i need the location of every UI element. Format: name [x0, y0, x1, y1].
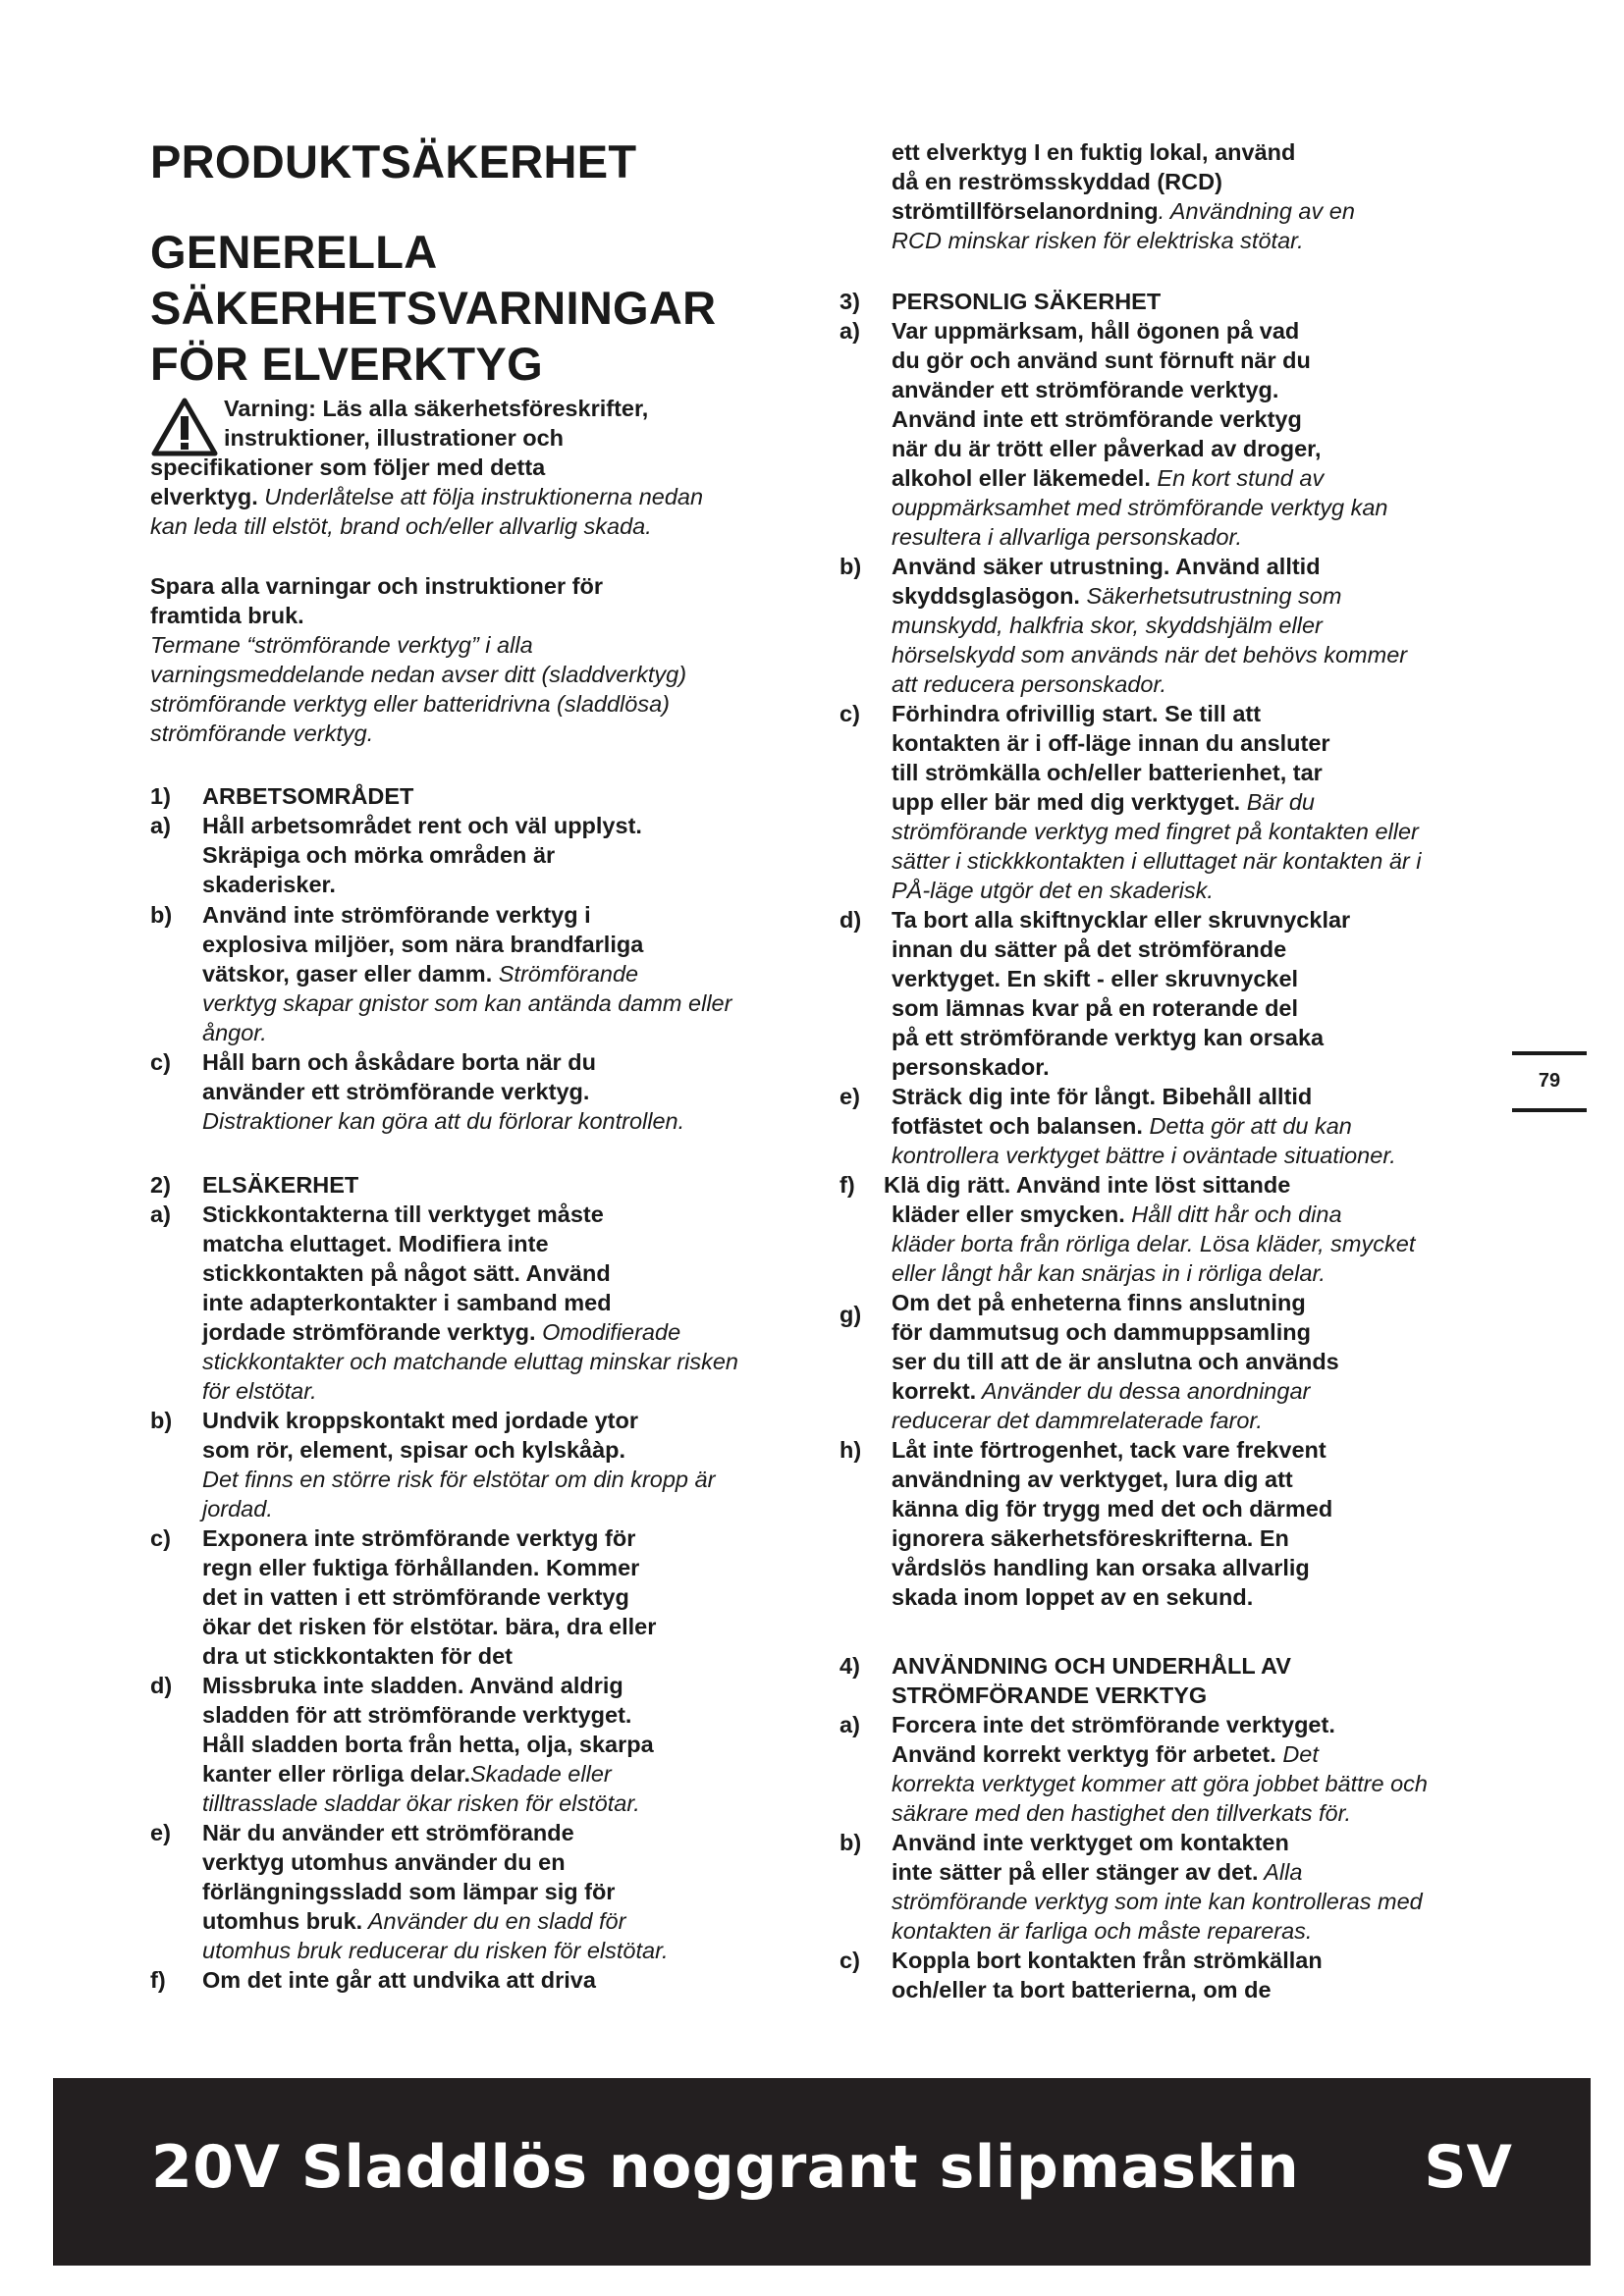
- item-text: Använd säker utrustning. Använd alltid: [892, 554, 1321, 579]
- item-label: d): [839, 907, 862, 933]
- continued-item: [892, 137, 1500, 255]
- item-text: när du är trött eller påverkad av droger,: [892, 436, 1322, 461]
- section-number: 3): [839, 289, 860, 314]
- section-title: PERSONLIG SÄKERHET: [892, 289, 1162, 314]
- item-text: innan du sätter på det strömförande: [892, 936, 1287, 962]
- item-text: Koppla bort kontakten från strömkällan: [892, 1948, 1323, 1973]
- item-text: Använd inte verktyget om kontakten: [892, 1830, 1289, 1855]
- item-note: kontakten är farliga och måste repareras.: [892, 1918, 1313, 1944]
- list-item: [839, 905, 1497, 1082]
- item-label: d): [150, 1673, 173, 1698]
- item-text: ett elverktyg I en fuktig lokal, använd: [892, 139, 1296, 165]
- item-note: PÅ-läge utgör det en skaderisk.: [892, 878, 1214, 903]
- list-item: [150, 1047, 818, 1136]
- item-note: munskydd, halkfria skor, skyddshjälm eller: [892, 613, 1323, 638]
- item-text: Använd inte ett strömförande verktyg: [892, 406, 1302, 432]
- item-text: explosiva miljöer, som nära brandfarliga: [202, 932, 644, 957]
- item-text: Om det inte går att undvika att driva: [202, 1967, 596, 1993]
- item-text: jordade strömförande verktyg.: [202, 1319, 536, 1345]
- item-text: upp eller bär med dig verktyget.: [892, 789, 1241, 815]
- item-note: Säkerhetsutrustning som: [1079, 583, 1342, 609]
- item-text: vårdslös handling kan orsaka allvarlig: [892, 1555, 1310, 1580]
- section-title: ANVÄNDNING OCH UNDERHÅLL AV: [892, 1653, 1291, 1679]
- item-note: Alla: [1258, 1859, 1303, 1885]
- item-text: ser du till att de är anslutna och används: [892, 1349, 1339, 1374]
- item-label: g): [839, 1302, 862, 1327]
- item-text: du gör och använd sunt förnuft när du: [892, 347, 1311, 373]
- item-text: skada inom loppet av en sekund.: [892, 1584, 1254, 1610]
- item-label: c): [150, 1525, 171, 1551]
- item-note: sätter i stickkkontakten i elluttaget när kontakten är i: [892, 848, 1422, 874]
- item-text: Låt inte förtrogenhet, tack vare frekvent: [892, 1437, 1326, 1463]
- item-note: Distraktioner kan göra att du förlorar kontrollen.: [202, 1108, 685, 1134]
- item-text: fotfästet och balansen.: [892, 1113, 1143, 1139]
- item-text: som lämnas kvar på en roterande del: [892, 995, 1299, 1021]
- page-number-rule: [1512, 1051, 1587, 1055]
- title-line: SÄKERHETSVARNINGAR: [150, 282, 717, 334]
- save-instructions: [150, 571, 818, 748]
- item-text: Förhindra ofrivillig start. Se till att: [892, 701, 1262, 726]
- item-note: stickkontakter och matchande eluttag minskar risken: [202, 1349, 738, 1374]
- item-label: a): [150, 813, 171, 838]
- item-note: Håll ditt hår och dina: [1124, 1201, 1342, 1227]
- item-note: korrekta verktyget kommer att göra jobbet bättre och: [892, 1771, 1428, 1796]
- item-note: hörselskydd som används när det behövs kommer: [892, 642, 1408, 667]
- item-label: c): [150, 1049, 171, 1075]
- item-note: ouppmärksamhet med strömförande verktyg kan: [892, 495, 1388, 520]
- item-text: verktyg utomhus använder du en: [202, 1849, 566, 1875]
- item-text: korrekt.: [892, 1378, 977, 1404]
- item-text: skaderisker.: [202, 872, 336, 897]
- footer-banner: [53, 2078, 1591, 2266]
- item-text: verktyget. En skift - eller skruvnyckel: [892, 966, 1299, 991]
- warning-line: specifikationer som följer med detta: [150, 454, 546, 480]
- list-item: [839, 1082, 1497, 1170]
- item-text: Forcera inte det strömförande verktyget.: [892, 1712, 1335, 1737]
- term-note: strömförande verktyg.: [150, 721, 374, 746]
- item-label: e): [839, 1084, 860, 1109]
- item-text: inte adapterkontakter i samband med: [202, 1290, 612, 1315]
- item-note: Bär du: [1240, 789, 1315, 815]
- item-label: b): [150, 1408, 173, 1433]
- item-label: b): [150, 902, 173, 928]
- item-text: användning av verktyget, lura dig att: [892, 1467, 1293, 1492]
- list-item: [839, 1710, 1497, 1828]
- term-note: Termane “strömförande verktyg” i alla: [150, 632, 533, 658]
- item-text: ökar det risken för elstötar. bära, dra eller: [202, 1614, 657, 1639]
- item-text: Håll barn och åskådare borta när du: [202, 1049, 596, 1075]
- item-text: Håll sladden borta från hetta, olja, skarpa: [202, 1732, 654, 1757]
- item-label: f): [839, 1172, 855, 1198]
- item-text: det in vatten i ett strömförande verktyg: [202, 1584, 629, 1610]
- item-text: Sträck dig inte för långt. Bibehåll alltid: [892, 1084, 1313, 1109]
- item-note: tilltrasslade sladdar ökar risken för elstötar.: [202, 1790, 640, 1816]
- warning-line: Varning: Läs alla säkerhetsföreskrifter,: [224, 396, 649, 421]
- item-note: strömförande verktyg som inte kan kontrolleras med: [892, 1889, 1423, 1914]
- list-item: [150, 1200, 818, 1406]
- list-item: [150, 811, 818, 899]
- item-note: verktyg skapar gnistor som kan antända damm eller: [202, 990, 732, 1016]
- warning-line: elverktyg.: [150, 484, 258, 509]
- item-text: Exponera inte strömförande verktyg för: [202, 1525, 636, 1551]
- section-3-heading: [839, 287, 1497, 316]
- item-text: Stickkontakterna till verktyget måste: [202, 1201, 604, 1227]
- item-text: kontakten är i off-läge innan du ansluter: [892, 730, 1330, 756]
- item-label: a): [150, 1201, 171, 1227]
- item-text: på ett strömförande verktyg kan orsaka: [892, 1025, 1325, 1050]
- item-note: jordad.: [202, 1496, 273, 1522]
- section-number: 1): [150, 783, 171, 809]
- item-note: . Användning av en: [1158, 198, 1355, 224]
- page-number: 79: [1538, 1070, 1561, 1092]
- item-text: strömtillförselanordning: [892, 198, 1159, 224]
- section-heading: PRODUKTSÄKERHET: [150, 135, 637, 187]
- item-text: sladden för att strömförande verktyget.: [202, 1702, 632, 1728]
- item-text: känna dig för trygg med det och därmed: [892, 1496, 1333, 1522]
- item-text: Undvik kroppskontakt med jordade ytor: [202, 1408, 638, 1433]
- item-note: Detta gör att du kan: [1142, 1113, 1352, 1139]
- list-item: [839, 1828, 1497, 1946]
- item-text: förlängningssladd som lämpar sig för: [202, 1879, 616, 1904]
- item-text: vätskor, gaser eller damm.: [202, 961, 493, 987]
- item-text: för dammutsug och dammuppsamling: [892, 1319, 1311, 1345]
- item-text: skyddsglasögon.: [892, 583, 1080, 609]
- item-text: regn eller fuktiga förhållanden. Kommer: [202, 1555, 640, 1580]
- section-title: STRÖMFÖRANDE VERKTYG: [892, 1682, 1208, 1708]
- list-item: [150, 900, 818, 1047]
- section-title: ELSÄKERHET: [202, 1172, 359, 1198]
- item-note: att reducera personskador.: [892, 671, 1166, 697]
- item-label: c): [839, 1948, 860, 1973]
- item-text: alkohol eller läkemedel.: [892, 465, 1151, 491]
- item-text: kläder eller smycken.: [892, 1201, 1125, 1227]
- warning-note: kan leda till elstöt, brand och/eller allvarlig skada.: [150, 513, 652, 539]
- save-line: framtida bruk.: [150, 603, 304, 628]
- warning-note: Underlåtelse att följa instruktionerna nedan: [257, 484, 704, 509]
- list-item: [839, 1170, 1497, 1288]
- item-text: ignorera säkerhetsföreskrifterna. En: [892, 1525, 1289, 1551]
- item-text: När du använder ett strömförande: [202, 1820, 574, 1845]
- item-note: eller långt hår kan snärjas in i rörliga delar.: [892, 1260, 1326, 1286]
- item-note: En kort stund av: [1150, 465, 1325, 491]
- list-item: [839, 699, 1497, 905]
- item-text: använder ett strömförande verktyg.: [202, 1079, 590, 1104]
- item-note: strömförande verktyg med fingret på kontakten eller: [892, 819, 1419, 844]
- item-label: b): [839, 1830, 862, 1855]
- item-note: Det finns en större risk för elstötar om din kropp är: [202, 1467, 716, 1492]
- page-number-rule: [1512, 1108, 1587, 1112]
- product-title: 20V Sladdlös noggrant slipmaskin: [151, 2133, 1300, 2202]
- language-code: SV: [1424, 2133, 1512, 2202]
- item-note: utomhus bruk reducerar du risken för elstötar.: [202, 1938, 669, 1963]
- section-number: 2): [150, 1172, 171, 1198]
- item-text: Skräpiga och mörka områden är: [202, 842, 556, 868]
- item-text: Håll arbetsområdet rent och väl upplyst.: [202, 813, 642, 838]
- item-note: Skadade eller: [470, 1761, 612, 1787]
- item-text: Missbruka inte sladden. Använd aldrig: [202, 1673, 623, 1698]
- title-line: GENERELLA: [150, 226, 438, 278]
- item-note: Använder du en sladd för: [362, 1908, 626, 1934]
- item-text: till strömkälla och/eller batterienhet, tar: [892, 760, 1323, 785]
- list-item: [150, 1406, 818, 1523]
- item-note: kontrollera verktyget bättre i oväntade situationer.: [892, 1143, 1396, 1168]
- list-item: [839, 1435, 1497, 1612]
- item-text: utomhus bruk.: [202, 1908, 363, 1934]
- item-note: kläder borta från rörliga delar. Lösa kläder, smycket: [892, 1231, 1416, 1256]
- item-note: ångor.: [202, 1020, 267, 1045]
- item-note: reducerar det dammrelaterade faror.: [892, 1408, 1263, 1433]
- list-item: [150, 1818, 818, 1965]
- item-text: som rör, element, spisar och kylskåàp.: [202, 1437, 626, 1463]
- item-note: säkrare med den hastighet den tillverkats för.: [892, 1800, 1352, 1826]
- section-1-heading: [150, 781, 818, 811]
- section-4-heading: [839, 1651, 1497, 1710]
- item-text: Använd inte strömförande verktyg i: [202, 902, 591, 928]
- list-item: [839, 552, 1497, 699]
- item-text: Klä dig rätt. Använd inte löst sittande: [884, 1172, 1291, 1198]
- item-text: dra ut stickkontakten för det: [202, 1643, 513, 1669]
- list-item: [839, 316, 1497, 552]
- item-label: f): [150, 1967, 166, 1993]
- item-text: stickkontakten på något sätt. Använd: [202, 1260, 611, 1286]
- item-note: Använder du dessa anordningar: [976, 1378, 1311, 1404]
- save-line: Spara alla varningar och instruktioner för: [150, 573, 603, 599]
- item-note: för elstötar.: [202, 1378, 317, 1404]
- list-item: [150, 1965, 818, 1995]
- item-text: kanter eller rörliga delar.: [202, 1761, 470, 1787]
- term-note: strömförande verktyg eller batteridrivna (sladdlösa): [150, 691, 670, 717]
- item-note: Det: [1275, 1741, 1319, 1767]
- item-label: a): [839, 318, 860, 344]
- item-text: Använd korrekt verktyg för arbetet.: [892, 1741, 1276, 1767]
- item-text: matcha eluttaget. Modifiera inte: [202, 1231, 549, 1256]
- list-item: [839, 1288, 1497, 1435]
- item-note: RCD minskar risken för elektriska stötar.: [892, 228, 1304, 253]
- item-text: personskador.: [892, 1054, 1050, 1080]
- list-item: [839, 1946, 1497, 2004]
- item-note: Omodifierade: [535, 1319, 681, 1345]
- warning-line: instruktioner, illustrationer och: [224, 425, 565, 451]
- item-note: Strömförande: [492, 961, 639, 987]
- title-line: FÖR ELVERKTYG: [150, 338, 543, 390]
- item-label: a): [839, 1712, 860, 1737]
- section-number: 4): [839, 1653, 860, 1679]
- section-2-heading: [150, 1170, 818, 1200]
- page-title: [150, 224, 716, 392]
- item-label: e): [150, 1820, 171, 1845]
- item-label: b): [839, 554, 862, 579]
- section-title: ARBETSOMRÅDET: [202, 783, 414, 809]
- item-note: resultera i allvarliga personskador.: [892, 524, 1243, 550]
- list-item: [150, 1671, 818, 1818]
- list-item: [150, 1523, 818, 1671]
- item-text: inte sätter på eller stänger av det.: [892, 1859, 1259, 1885]
- term-note: varningsmeddelande nedan avser ditt (sladdverktyg): [150, 662, 687, 687]
- warning-paragraph: [150, 394, 818, 541]
- item-text: då en reströmsskyddad (RCD): [892, 169, 1222, 194]
- item-text: Var uppmärksam, håll ögonen på vad: [892, 318, 1300, 344]
- item-label: h): [839, 1437, 862, 1463]
- item-label: c): [839, 701, 860, 726]
- item-text: Ta bort alla skiftnycklar eller skruvnycklar: [892, 907, 1351, 933]
- item-text: Om det på enheterna finns anslutning: [892, 1290, 1306, 1315]
- item-text: och/eller ta bort batterierna, om de: [892, 1977, 1272, 2002]
- item-text: använder ett strömförande verktyg.: [892, 377, 1279, 402]
